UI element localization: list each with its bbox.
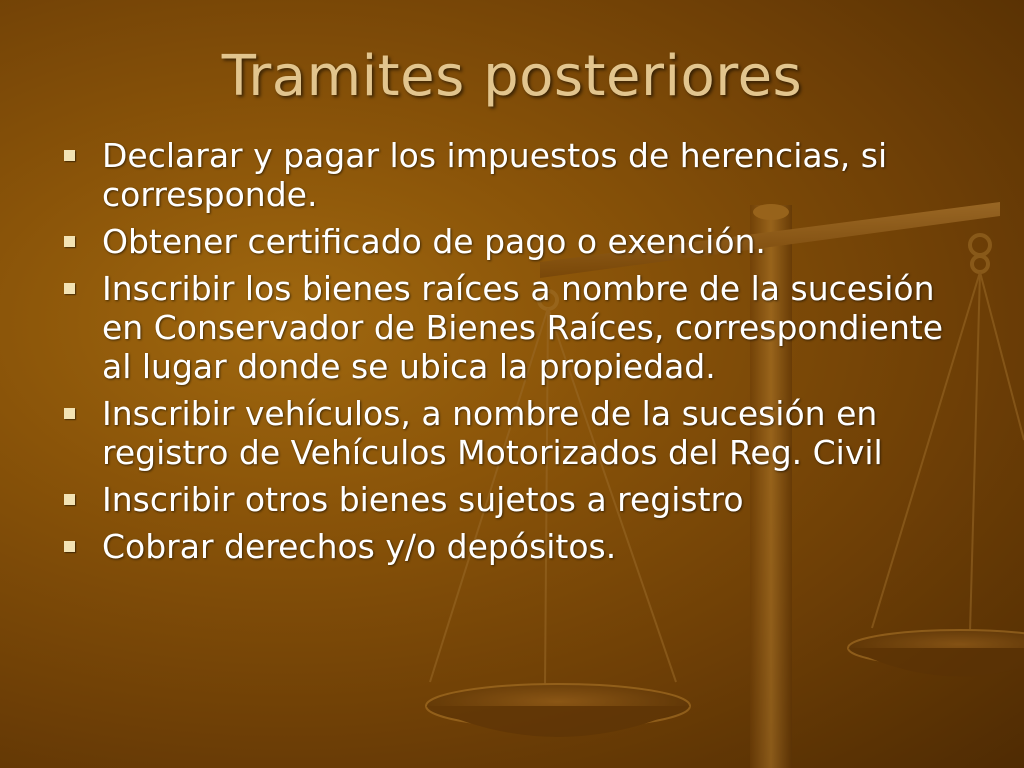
bullet-item [60,394,960,472]
bullet-text: Inscribir otros bienes sujetos a registro [102,480,744,519]
square-bullet-icon [64,150,75,161]
bullet-list [60,136,960,574]
bullet-item [60,269,960,386]
square-bullet-icon [64,236,75,247]
square-bullet-icon [64,408,75,419]
bullet-text: Cobrar derechos y/o depósitos. [102,527,617,566]
square-bullet-icon [64,283,75,294]
bullet-item [60,136,960,214]
bullet-item [60,222,960,261]
square-bullet-icon [64,541,75,552]
square-bullet-icon [64,494,75,505]
bullet-text: Inscribir vehículos, a nombre de la sucesión en registro de Vehículos Motorizados del Reg. Civil [102,394,883,472]
slide-title: Tramites posteriores [221,44,803,109]
bullet-text: Obtener certificado de pago o exención. [102,222,766,261]
bullet-item [60,527,960,566]
bullet-item [60,480,960,519]
bullet-text: Declarar y pagar los impuestos de herencias, si corresponde. [102,136,888,214]
bullet-text: Inscribir los bienes raíces a nombre de la sucesión en Conservador de Bienes Raíces, correspondiente al lugar donde se ubica la propiedad. [102,269,944,386]
